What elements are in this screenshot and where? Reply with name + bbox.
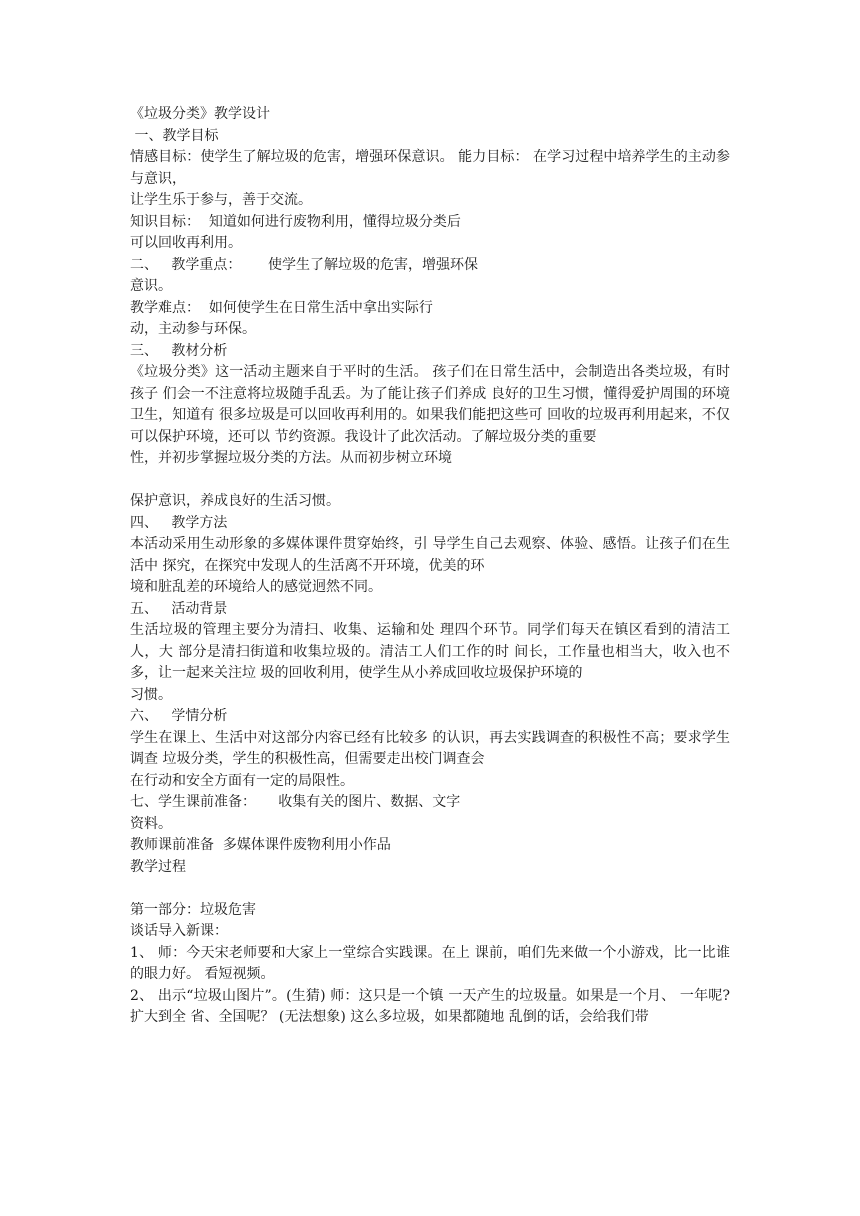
section-heading-material-analysis: 三、 教材分析 (130, 342, 228, 359)
student-prep-continuation: 资料。 (130, 815, 172, 832)
section-heading-student-prep: 七、学生课前准备： 收集有关的图片、数据、文字 (130, 794, 461, 810)
difficulty-continuation: 动，主动参与环保。 (130, 321, 256, 337)
material-analysis-paragraph: 《垃圾分类》这一活动主题来自于平时的生活。 孩子们在日常生活中，会制造出各类垃圾，有时孩子 们会一不注意将垃圾随手乱丢。为了能让孩子们养成 良好的卫生习惯，懂得爱护周围的环境卫生，知道有 很多垃圾是可以回收再利用的。如果我们能把这些可 回收的垃圾再利用起来，不仅可以保护环境，还可以 节约资源。我设计了此次活动。了解垃圾分类的重要 (130, 364, 730, 445)
knowledge-objective-continuation: 可以回收再利用。 (130, 235, 242, 251)
difficulty-line: 教学难点： 如何使学生在日常生活中拿出实际行 (130, 299, 433, 316)
document-title: 《垃圾分类》教学设计 (130, 106, 270, 122)
learner-analysis-continuation: 在行动和安全方面有一定的局限性。 (130, 772, 354, 789)
teacher-prep-line: 教师课前准备 多媒体课件废物利用小作品 (130, 837, 391, 853)
knowledge-objective: 知识目标： 知道如何进行废物利用，懂得垃圾分类后 (130, 213, 461, 230)
blank-line (130, 878, 730, 900)
objectives-continuation: 让学生乐于参与，善于交流。 (130, 192, 312, 208)
section-heading-background: 五、 活动背景 (130, 600, 228, 617)
intro-line: 谈话导入新课： (130, 923, 228, 939)
section-heading-learner-analysis: 六、 学情分析 (130, 708, 228, 724)
learner-analysis-paragraph: 学生在课上、生活中对这部分内容已经有比较多 的认识，再去实践调查的积极性不高；要求学生调查 垃圾分类，学生的积极性高，但需要走出校门调查会 (130, 729, 730, 767)
material-analysis-end: 保护意识，养成良好的生活习惯。 (130, 493, 340, 509)
list-item-1: 1、 师：今天宋老师要和大家上一堂综合实践课。在上 课前，咱们先来做一个小游戏，比一比谁的眼力好。 看短视频。 (130, 944, 730, 982)
background-continuation: 习惯。 (130, 686, 172, 703)
material-analysis-continuation: 性，并初步掌握垃圾分类的方法。从而初步树立环境 (130, 450, 452, 466)
list-item-2: 2、 出示“垃圾山图片”。(生猜) 师：这只是一个镇 一天产生的垃圾量。如果是一个月、 一年呢?扩大到全 省、全国呢？ (无法想象) 这么多垃圾，如果都随地 乱倒的话，会给我们带 (130, 987, 730, 1025)
document-body (130, 104, 730, 1029)
key-points-continuation: 意识。 (130, 278, 172, 294)
part-one-heading: 第一部分：垃圾危害 (130, 901, 256, 918)
teaching-process-heading: 教学过程 (130, 858, 186, 875)
section-heading-teaching-method: 四、 教学方法 (130, 514, 228, 531)
teaching-method-continuation: 境和脏乱差的环境给人的感觉迥然不同。 (130, 579, 382, 595)
blank-line (130, 470, 730, 492)
background-paragraph: 生活垃圾的管理主要分为清扫、收集、运输和处 理四个环节。同学们每天在镇区看到的清洁工人，大 部分是清扫街道和收集垃圾的。清洁工人们工作的时 间长，工作量也相当大，收入也不多，让一起来关注垃 圾的回收利用，使学生从小养成回收垃圾保护环境的 (130, 622, 730, 681)
objectives-paragraph: 情感目标：使学生了解垃圾的危害，增强环保意识。 能力目标： 在学习过程中培养学生的主动参与意识， (130, 149, 730, 187)
section-heading-key-points: 二、 教学重点： 使学生了解垃圾的危害，增强环保 (130, 256, 479, 273)
teaching-method-paragraph: 本活动采用生动形象的多媒体课件贯穿始终，引 导学生自己去观察、体验、感悟。让孩子们在生活中 探究，在探究中发现人的生活离不开环境，优美的环 (130, 536, 730, 574)
section-heading-objectives: 一、教学目标 (130, 127, 219, 144)
